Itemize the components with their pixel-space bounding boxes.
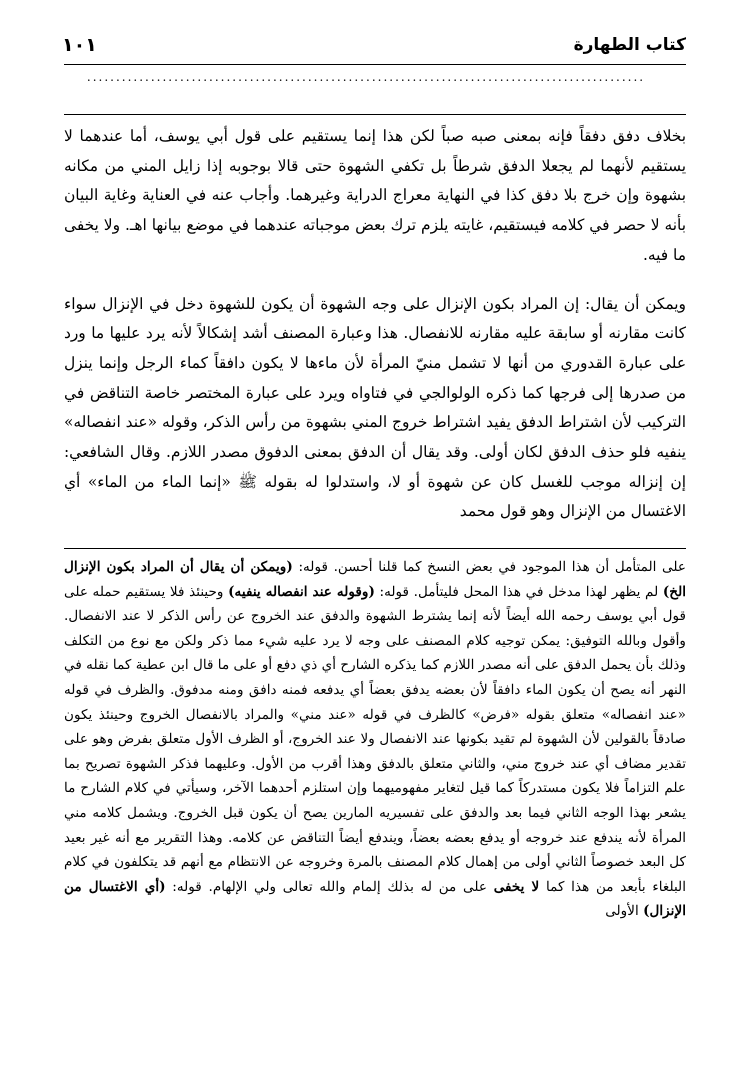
running-header — [62, 28, 686, 62]
header-rule — [64, 64, 686, 65]
main-text — [64, 122, 686, 527]
book-title: كتاب الطهارة — [573, 35, 686, 55]
main-paragraph-1: بخلاف دفق دفقاً فإنه بمعنى صبه صباً لكن هذا إنما يستقيم على قول أبي يوسف، أما عندهما لا يستقيم لأنهما لم يجعلا الدفق شرطاً بل تكفي الشهوة حتى قالا بوجوبه إذا زايل المني من مكانه بشهوة وإن خرج بلا دفق كذا في النهاية معراج الدراية وغيرهما. وأجاب عنه في العناية وغاية البيان بأنه لا حصر في كلامه فيستقيم، غايته يلزم ترك بعض موجباته عندهما في موضع بيانها اهـ. ولا يخفى ما فيه. — [64, 127, 686, 264]
main-top-rule — [64, 114, 686, 115]
footnote-text: لم يظهر لهذا مدخل في هذا المحل فليتأمل. قوله: — [374, 583, 663, 600]
main-paragraph-2: ويمكن أن يقال: إن المراد بكون الإنزال على وجه الشهوة أن يكون للشهوة دخل في الإنزال سواء كانت مقارنه أو سابقة عليه مقارنه للانفصال. هذا وعبارة المصنف أشد إشكالاً لأنه يرد عليها ما ورد على عبارة القدوري من أنها لا تشمل منيّ المرأة لأن ماءها لا يكون دافقاً كماء الرجل وإنما ينزل من صدرها إلى فرجها كما ذكره الولوالجي في فتاواه ويرد على عبارة المختصر خاصة التناقض في التركيب لأن اشتراط الدفق يفيد اشتراط خروج المني بشهوة من رأس الذكر، وقوله «عند انفصاله» ينفيه فلو حذف الدفق لكان أولى. وقد يقال أن الدفق بمعنى الدفوق مصدر اللازم. وقال الشافعي: إن إنزاله موجب للغسل كان عن شهوة أو لا، واستدلوا له بقوله ﷺ «إنما الماء من الماء» أي الاغتسال من الإنزال وهو قول محمد — [64, 294, 686, 521]
footnote-quote: (وقوله عند انفصاله ينفيه) — [228, 583, 375, 600]
separator-dots: ................................................................................................ — [86, 70, 646, 84]
footnote-quote: (ويمكن أن يقال أن المراد بكون الإنزال الخ) — [64, 559, 686, 600]
footnote-emphasis: لا يخفى — [493, 878, 540, 895]
footnote-text: على المتأمل أن هذا الموجود في بعض النسخ كما قلنا أحسن. قوله: — [292, 559, 686, 575]
page-number: ١٠١ — [62, 34, 97, 56]
footnote-text: الأولى — [605, 903, 644, 920]
footnote-quote: (أي الاغتسال من الإنزال) — [64, 878, 686, 920]
footnote-rule — [64, 548, 686, 549]
footnote-text: على من له بذلك إلمام والله تعالى ولي الإلهام. قوله: — [165, 878, 494, 895]
footnotes — [64, 555, 686, 924]
footnote-paragraph — [64, 555, 686, 924]
footnote-text: وحينئذ فلا يستقيم حمله على قول أبي يوسف رحمه الله أيضاً لأنه إنما يشترط الشهوة والدفق عند الخروج عن رأس الذكر لا عند الانفصال. وأقول وبالله التوفيق: يمكن توجيه كلام المصنف على وجه لا يرد عليه شيء مما ذكر ولكن مع نوع من التكلف وذلك بأن يحمل الدفق على أنه مصدر اللازم كما يذكره الشارح أي ذي دفع أو على ما قال ابن عطية كما نقله في النهر أنه يصح أن يكون الماء دافقاً لأن بعضه يدفق بعضاً أي يدفعه فمنه دافق ومنه مدفوق. والظرف في قوله «عند انفصاله» متعلق بقوله «فرض» كالظرف في قوله «عند مني» والمراد بالانفصال الخروج وحينئذ يكون صادقاً بالقولين لأن الشهوة لم تقيد بكونها عند الانفصال ولا عند الخروج، أو الظرف الأول متعلق بفرض وهو على تقدير مضاف أي عند خروج مني، والثاني متعلق بالدفق وهذا أقرب من الأول. وعليهما فذكر الشهوة تصريح بما علم التزاماً فلا يكون مستدركاً كما قيل لتغاير مفهوميهما وإن استلزم أحدهما الآخر، وسيأتي في كلام الشارح ما يشعر بهذا الوجه الثاني فيما بعد والدفق على تفسيريه المارين يصح أن يكون قبل الخروج. ويشمل كلامه مني المرأة لأنه يندفع عند خروجه أو يدفع بعضه بعضاً، ويندفع أيضاً التناقض عن كلامه. وهذا التقرير مع أنه غير بعيد كل البعد خصوصاً الثاني أولى من إهمال كلام المصنف بالمرة وخروجه عن الانتظام مع أنهم قد يتكلفون في كلام البلغاء بأبعد من هذا كما — [64, 583, 686, 895]
